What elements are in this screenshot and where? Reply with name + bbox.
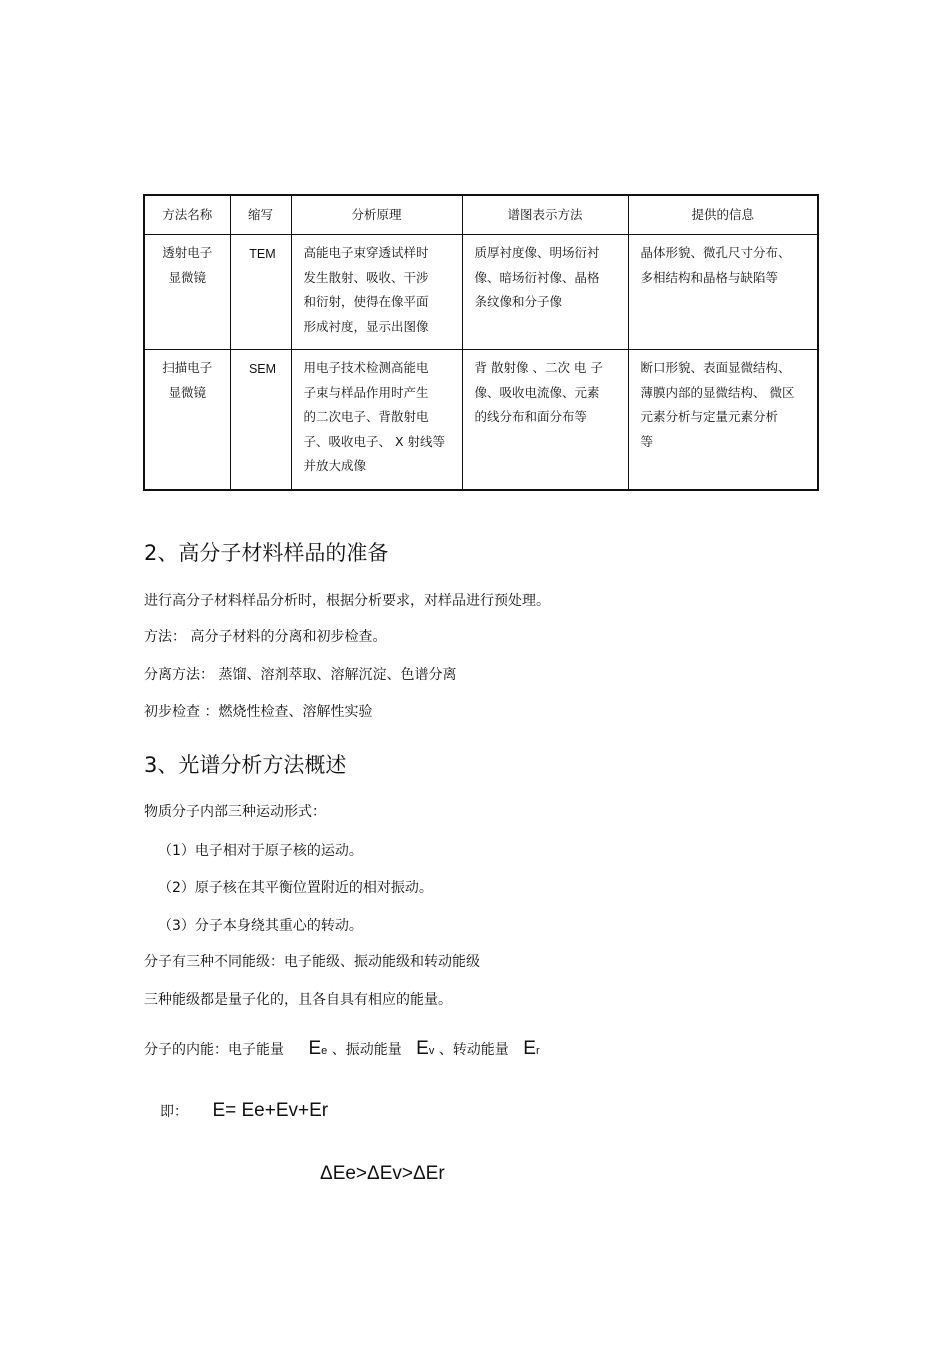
cell-line: 发生散射、吸收、干涉 bbox=[303, 269, 429, 285]
cell-line: 条纹像和分子像 bbox=[474, 294, 563, 309]
method-name-cell bbox=[144, 235, 230, 350]
rotation-energy-label: 、转动能量 bbox=[438, 1042, 509, 1058]
method-name-line: 透射电子 bbox=[162, 245, 213, 260]
cell-line: 子束与样品作用时产生 bbox=[303, 384, 429, 400]
cell-line: 子、吸收电子、 X 射线等 bbox=[303, 433, 446, 449]
method-name-line: 扫描电子 bbox=[162, 360, 213, 375]
header-method-name: 方法名称 bbox=[144, 195, 230, 235]
cell-line: 质厚衬度像、明场衍衬 bbox=[474, 245, 600, 260]
energy-formula bbox=[160, 1100, 328, 1122]
table-row bbox=[144, 350, 818, 491]
electron-energy-symbol: E bbox=[308, 1038, 322, 1059]
vibration-energy-subscript: v bbox=[428, 1045, 435, 1057]
cell-line: 像、吸收电流像、元素 bbox=[474, 384, 600, 400]
principle-cell bbox=[291, 350, 462, 491]
motion-item-1: （1）电子相对于原子核的运动。 bbox=[158, 843, 363, 859]
cell-line: 晶体形貌、微孔尺寸分布、 bbox=[640, 245, 791, 260]
spectrum-cell bbox=[462, 235, 628, 350]
internal-energy-line bbox=[144, 1038, 540, 1060]
cell-line: 的线分布和面分布等 bbox=[474, 409, 588, 424]
spectrum-cell bbox=[462, 350, 628, 491]
section-3-heading: 3、光谱分析方法概述 bbox=[144, 753, 347, 777]
formula-label: 即： bbox=[160, 1104, 188, 1120]
cell-line: 断口形貌、表面显微结构、 bbox=[640, 360, 791, 375]
header-principle: 分析原理 bbox=[291, 195, 462, 235]
energy-levels-text: 分子有三种不同能级：电子能级、振动能级和转动能级 bbox=[144, 954, 480, 970]
rotation-energy-symbol: E bbox=[523, 1038, 536, 1059]
method-name-line: 显微镜 bbox=[168, 384, 206, 400]
cell-line: 形成衬度，显示出图像 bbox=[303, 318, 429, 334]
cell-line: 元素分析与定量元素分析 bbox=[640, 409, 779, 424]
vibration-energy-label: 、振动能量 bbox=[331, 1042, 402, 1058]
cell-line: 的二次电子、背散射电 bbox=[303, 409, 429, 424]
energy-equation: E= Ee+Ev+Er bbox=[212, 1100, 329, 1121]
motion-item-2: （2）原子核在其平衡位置附近的相对振动。 bbox=[158, 880, 433, 896]
cell-line: 等 bbox=[640, 433, 654, 449]
table-row bbox=[144, 235, 818, 350]
section-2-preliminary-check: 初步检查 ：燃烧性检查、溶解性实验 bbox=[144, 704, 373, 720]
section-2-separation: 分离方法： 蒸馏、溶剂萃取、溶解沉淀、色谱分离 bbox=[144, 667, 457, 683]
cell-line: 多相结构和晶格与缺陷等 bbox=[640, 269, 779, 285]
internal-energy-prefix: 分子的内能：电子能量 bbox=[144, 1042, 284, 1058]
cell-line: 像、暗场衍衬像、晶格 bbox=[474, 269, 600, 285]
cell-line: 高能电子束穿透试样时 bbox=[303, 245, 429, 260]
cell-line: 背 散射像 、二次 电 子 bbox=[474, 360, 603, 375]
rotation-energy-subscript: r bbox=[535, 1045, 540, 1057]
method-name-cell bbox=[144, 350, 230, 491]
energy-difference-formula: ΔEe>ΔEv>ΔEr bbox=[320, 1163, 445, 1184]
section-2-heading: 2、高分子材料样品的准备 bbox=[144, 541, 389, 565]
table-header-row bbox=[144, 195, 818, 235]
electron-energy-subscript: e bbox=[321, 1045, 328, 1057]
analysis-methods-table bbox=[143, 194, 819, 491]
method-name-line: 显微镜 bbox=[168, 269, 206, 285]
section-2-method: 方法： 高分子材料的分离和初步检查。 bbox=[144, 629, 387, 645]
principle-cell bbox=[291, 235, 462, 350]
cell-line: 薄膜内部的显微结构、 微区 bbox=[640, 384, 795, 400]
cell-line: 并放大成像 bbox=[303, 458, 367, 473]
cell-line: 和衍射，使得在像平面 bbox=[303, 294, 429, 309]
header-spectrum-method: 谱图表示方法 bbox=[462, 195, 628, 235]
header-abbreviation: 缩写 bbox=[230, 195, 291, 235]
vibration-energy-symbol: E bbox=[416, 1038, 429, 1059]
cell-line: 用电子技术检测高能电 bbox=[303, 360, 429, 375]
information-cell bbox=[628, 235, 818, 350]
motion-item-3: （3）分子本身绕其重心的转动。 bbox=[158, 918, 363, 934]
abbreviation-cell: TEM bbox=[230, 235, 291, 350]
section-2-intro: 进行高分子材料样品分析时，根据分析要求，对样品进行预处理。 bbox=[144, 593, 550, 609]
information-cell bbox=[628, 350, 818, 491]
abbreviation-cell: SEM bbox=[230, 350, 291, 491]
header-information: 提供的信息 bbox=[628, 195, 818, 235]
section-3-intro: 物质分子内部三种运动形式： bbox=[144, 804, 326, 820]
quantized-text: 三种能级都是量子化的，且各自具有相应的能量。 bbox=[144, 992, 452, 1008]
